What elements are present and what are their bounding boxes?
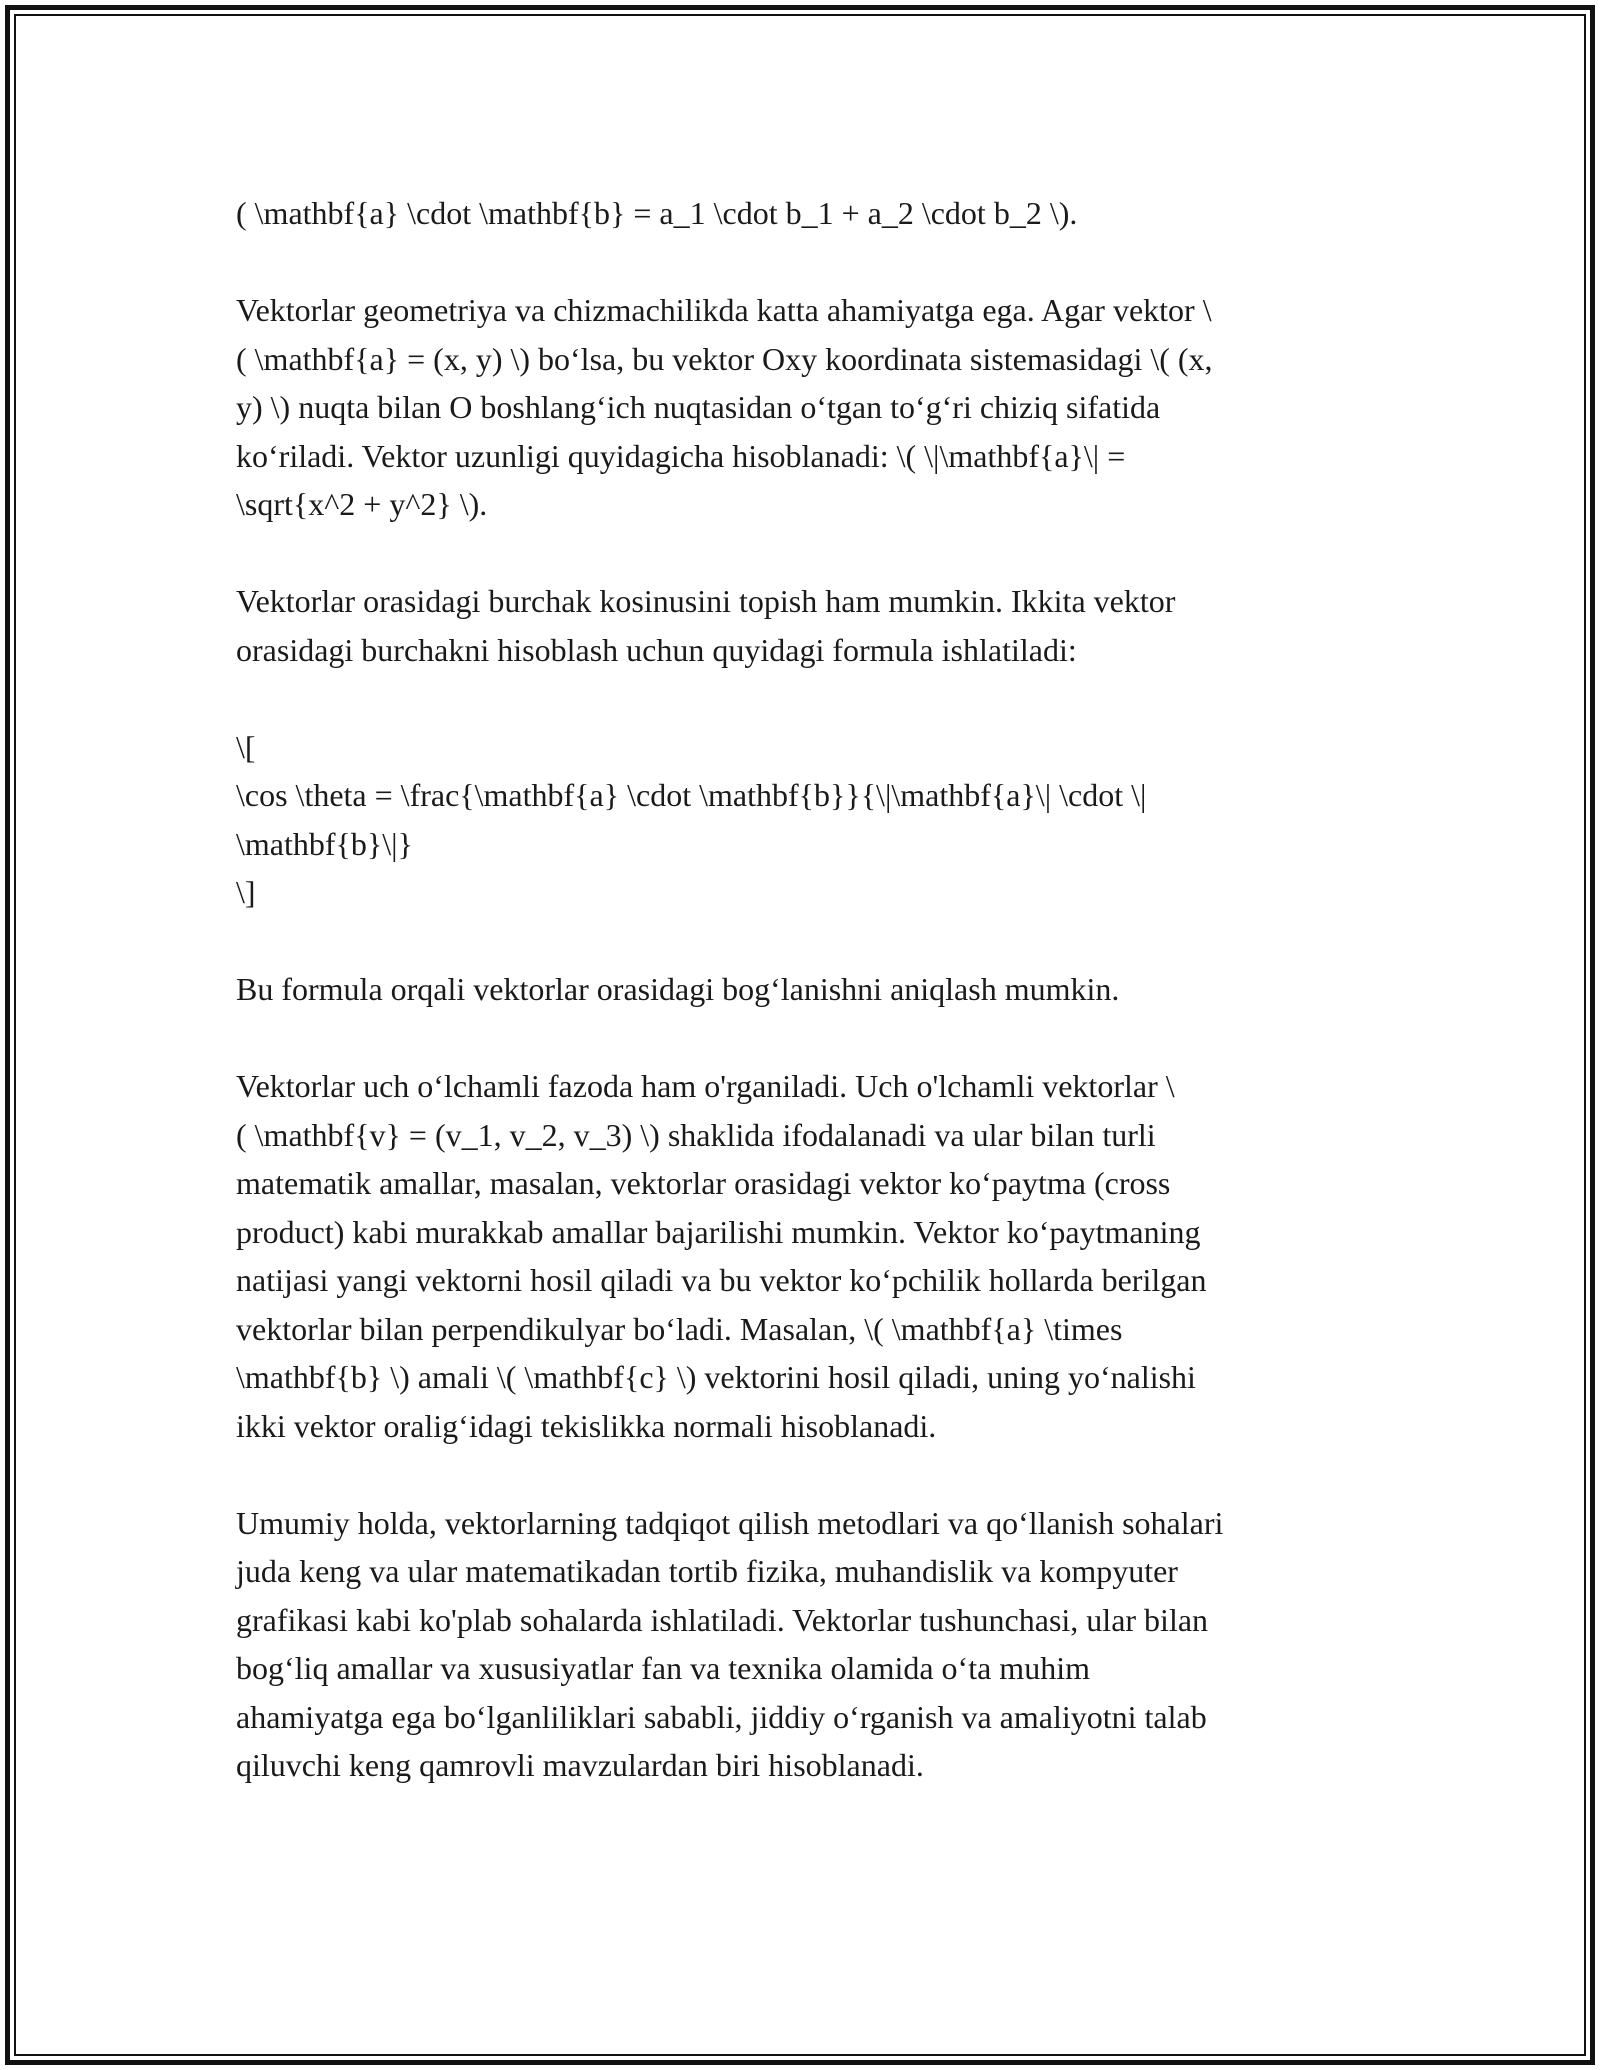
text-line: qiluvchi keng qamrovli mavzulardan biri hisoblanadi. <box>236 1747 924 1783</box>
paragraph-dot-product-formula <box>236 189 1386 238</box>
document-body <box>236 189 1386 1838</box>
text-line: matematik amallar, masalan, vektorlar orasidagi vektor ko‘paytma (cross <box>236 1165 1171 1201</box>
text-line: ( \mathbf{a} \cdot \mathbf{b} = a_1 \cdot b_1 + a_2 \cdot b_2 \). <box>236 195 1078 231</box>
text-line: \mathbf{b}\|} <box>236 825 413 862</box>
text-line: ahamiyatga ega bo‘lganliliklari sababli, jiddiy o‘rganish va amaliyotni talab <box>236 1698 1207 1735</box>
text-line: ( \mathbf{a} = (x, y) \) bo‘lsa, bu vektor Oxy koordinata sistemasidagi \( (x, <box>236 340 1213 377</box>
text-line: y) \) nuqta bilan O boshlang‘ich nuqtasidan o‘tgan to‘g‘ri chiziq sifatida <box>236 389 1161 425</box>
text-line: ko‘riladi. Vektor uzunligi quyidagicha hisoblanadi: \( \|\mathbf{a}\| = <box>236 437 1126 474</box>
text-line: \[ <box>236 728 256 765</box>
text-line: product) kabi murakkab amallar bajarilishi mumkin. Vektor ko‘paytmaning <box>236 1213 1201 1250</box>
text-line: Vektorlar geometriya va chizmachilikda katta ahamiyatga ega. Agar vektor \ <box>236 292 1212 328</box>
paragraph-formula-purpose <box>236 965 1386 1014</box>
text-line: ( \mathbf{v} = (v_1, v_2, v_3) \) shaklida ifodalanadi va ular bilan turli <box>236 1116 1156 1153</box>
paragraph-three-dimensional-vectors <box>236 1062 1386 1450</box>
paragraph-angle-intro <box>236 577 1386 674</box>
text-line: \sqrt{x^2 + y^2} \). <box>236 486 488 522</box>
text-line: Bu formula orqali vektorlar orasidagi bog‘lanishni aniqlash mumkin. <box>236 971 1120 1007</box>
text-line: grafikasi kabi ko'plab sohalarda ishlatiladi. Vektorlar tushunchasi, ular bilan <box>236 1601 1209 1638</box>
text-line: natijasi yangi vektorni hosil qiladi va bu vektor ko‘pchilik hollarda berilgan <box>236 1262 1207 1298</box>
paragraph-conclusion <box>236 1499 1386 1790</box>
text-line: \] <box>236 874 256 910</box>
paragraph-vector-geometry <box>236 286 1386 529</box>
text-line: Vektorlar orasidagi burchak kosinusini topish ham mumkin. Ikkita vektor <box>236 583 1176 619</box>
text-line: juda keng va ular matematikadan tortib fizika, muhandislik va kompyuter <box>236 1553 1178 1589</box>
text-line: orasidagi burchakni hisoblash uchun quyidagi formula ishlatiladi: <box>236 631 1077 668</box>
text-line: bog‘liq amallar va xususiyatlar fan va texnika olamida o‘ta muhim <box>236 1650 1090 1686</box>
text-line: Vektorlar uch o‘lchamli fazoda ham o'rganiladi. Uch o'lchamli vektorlar \ <box>236 1068 1175 1104</box>
text-line: Umumiy holda, vektorlarning tadqiqot qilish metodlari va qo‘llanish sohalari <box>236 1504 1224 1541</box>
text-line: vektorlar bilan perpendikulyar bo‘ladi. Masalan, \( \mathbf{a} \times <box>236 1310 1123 1347</box>
text-line: ikki vektor oralig‘idagi tekislikka normali hisoblanadi. <box>236 1407 937 1444</box>
text-line: \cos \theta = \frac{\mathbf{a} \cdot \mathbf{b}}{\|\mathbf{a}\| \cdot \| <box>236 777 1147 813</box>
paragraph-cosine-formula <box>236 723 1386 917</box>
text-line: \mathbf{b} \) amali \( \mathbf{c} \) vektorini hosil qiladi, uning yo‘nalishi <box>236 1359 1196 1395</box>
